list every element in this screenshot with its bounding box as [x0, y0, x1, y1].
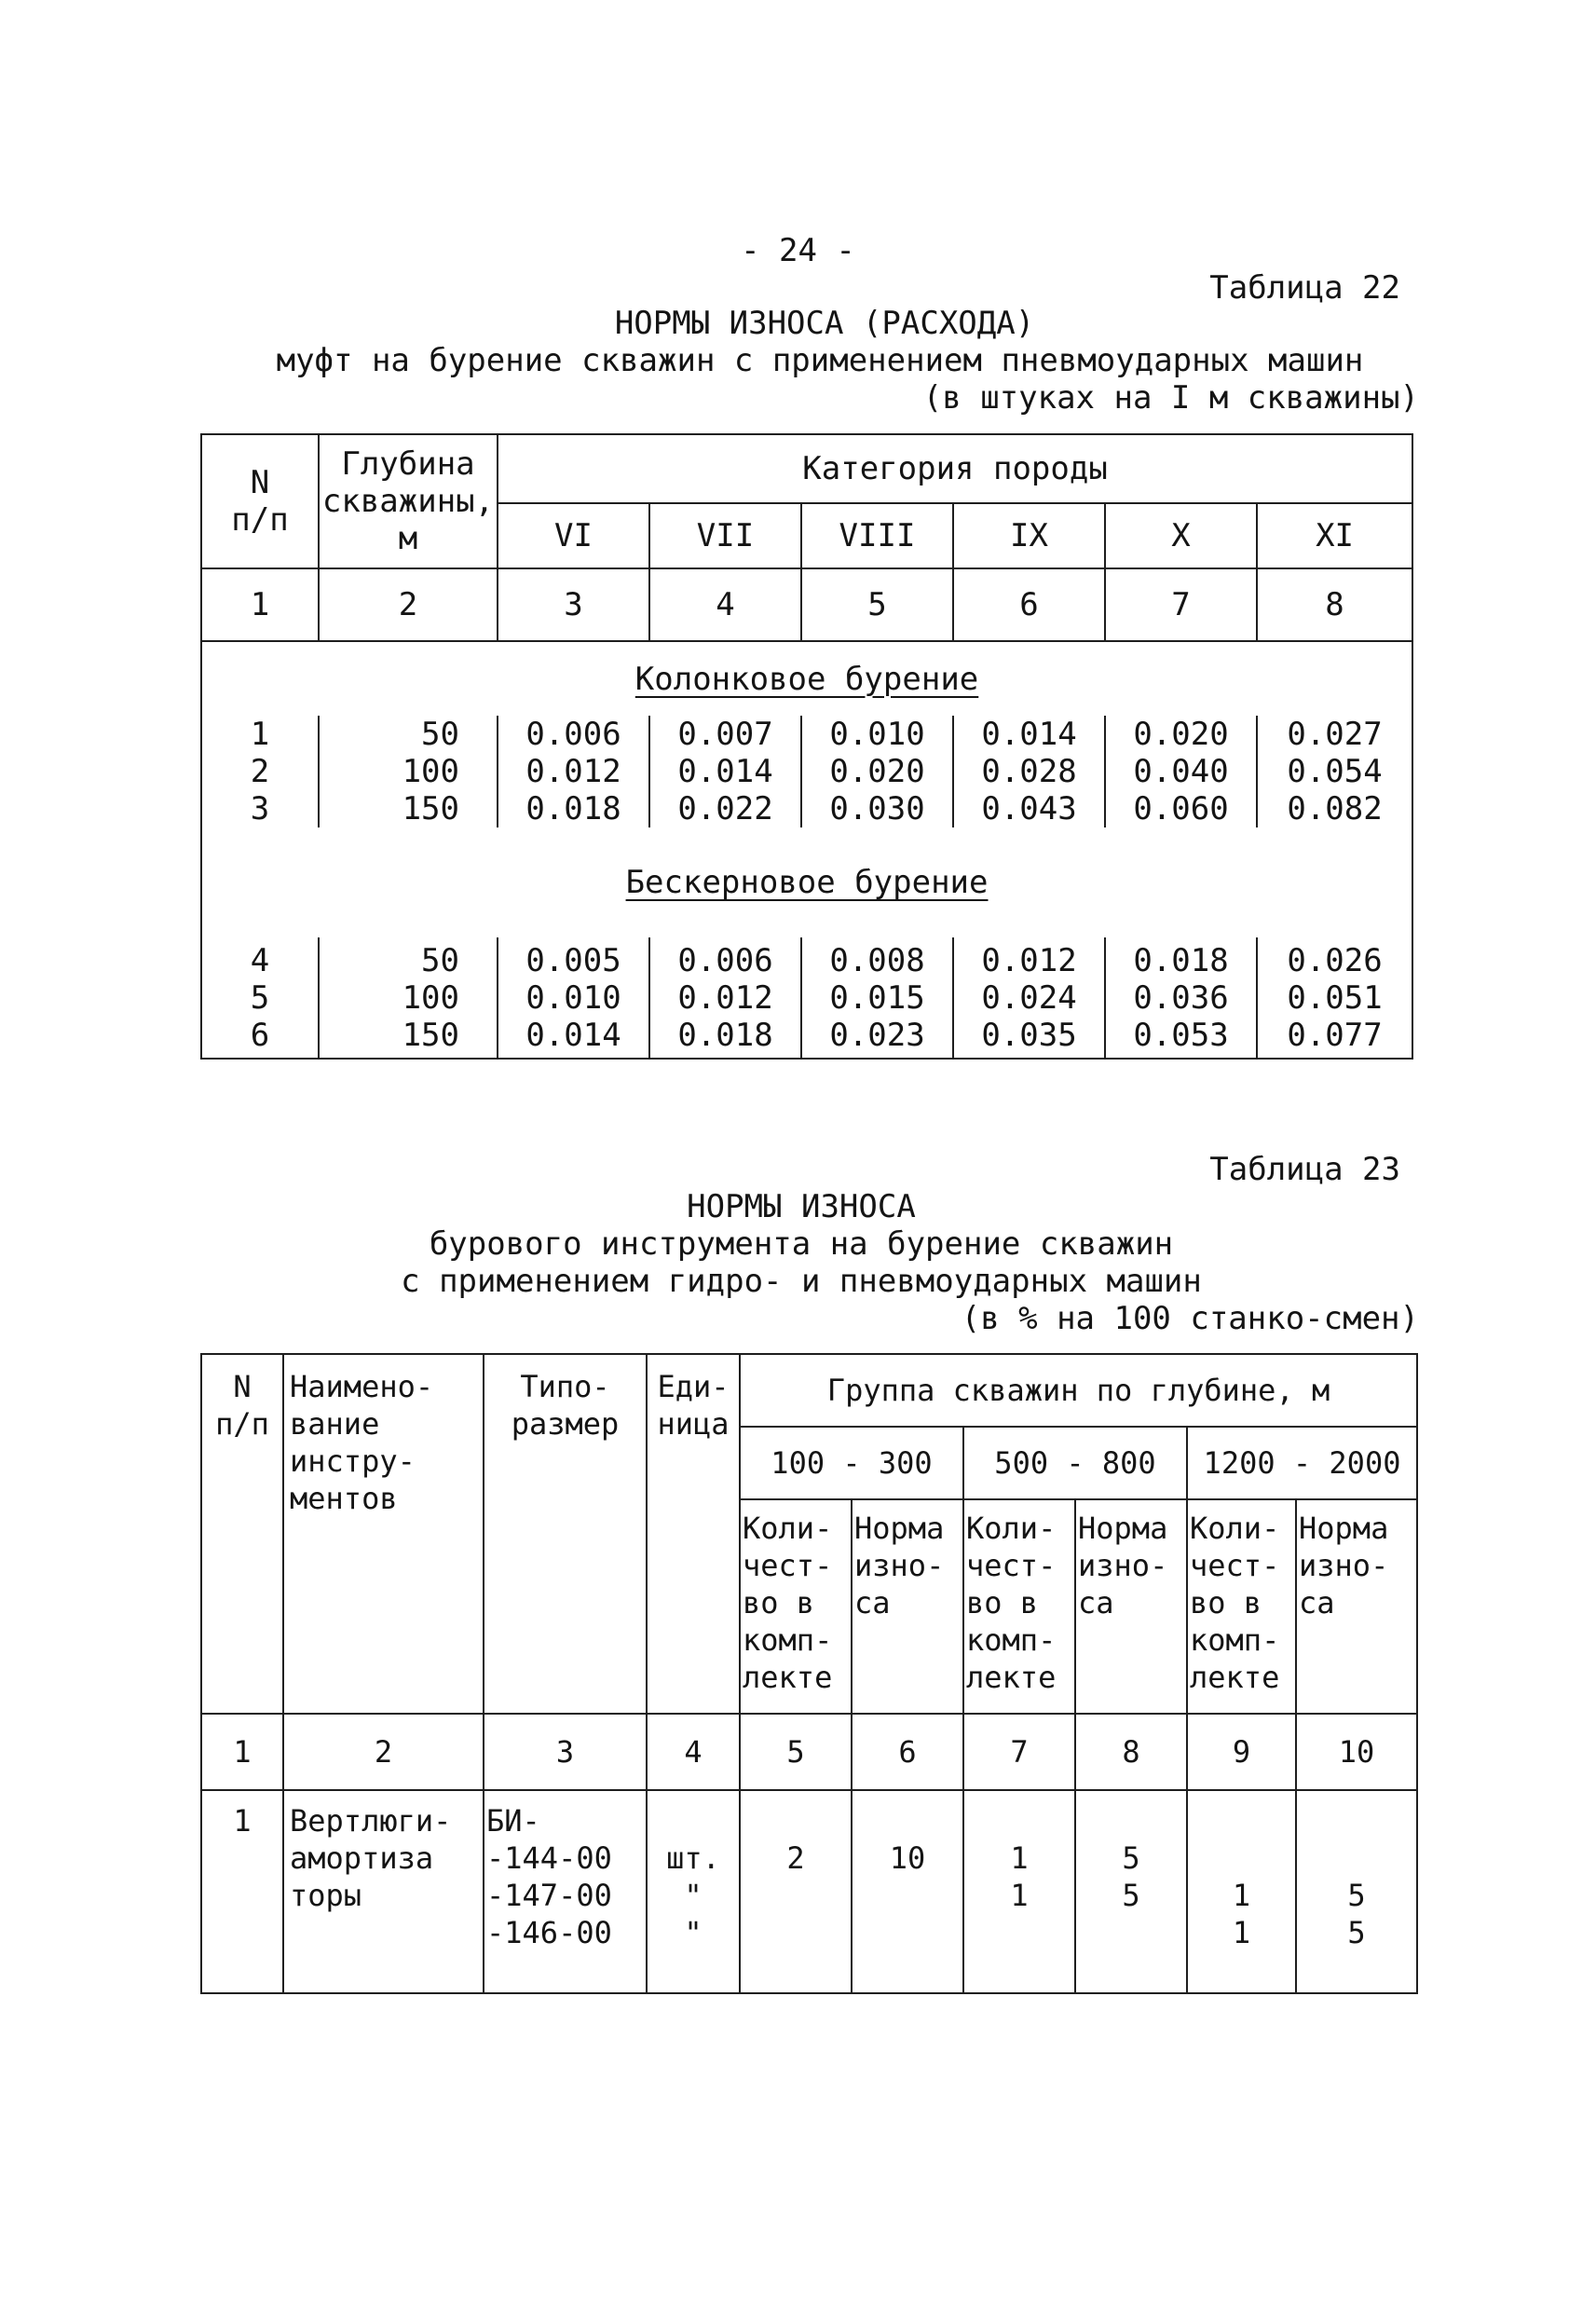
value-col [1257, 937, 1412, 1059]
cell-value: 1 [1232, 1878, 1251, 1913]
header-num-line2: п/п [231, 501, 289, 539]
row-depth: 50 [421, 941, 459, 979]
col-number: 5 [801, 568, 953, 641]
h23-qty [740, 1499, 852, 1714]
cell-value: 1 [1232, 1915, 1251, 1950]
row-depth: 100 [402, 978, 459, 1017]
h23-norm-line: Норма [1078, 1511, 1168, 1546]
h23-group: Группа скважин по глубине, м [740, 1354, 1417, 1427]
h23-qty-line: чест- [966, 1548, 1057, 1583]
h23-num-line2: п/п [215, 1406, 269, 1442]
header-category: Категория породы [498, 434, 1412, 503]
cell-value: 0.018 [525, 790, 621, 827]
header-depth-line2: скважины, [321, 483, 495, 520]
cell-value: 0.024 [981, 978, 1077, 1017]
header-depth-line3: м [398, 520, 418, 557]
col-number: 7 [963, 1714, 1075, 1790]
row-depth: 100 [402, 753, 459, 790]
h23-norm-line: са [1078, 1585, 1114, 1620]
table23-units: (в % на 100 станко-смен) [961, 1300, 1419, 1337]
h23-unit-line1: Еди- [657, 1369, 730, 1404]
r23-spacer [741, 1802, 851, 1839]
cell-value: 0.010 [525, 978, 621, 1017]
h23-qty-line: Коли- [743, 1511, 833, 1546]
cell-value: 1 [1010, 1840, 1029, 1876]
r23-unit-line: " [684, 1915, 703, 1950]
h23-range-2: 500 - 800 [963, 1427, 1187, 1499]
row-depth: 150 [402, 790, 459, 827]
col-number: 6 [953, 568, 1105, 641]
cell-value: 5 [1347, 1878, 1366, 1913]
h23-norm [852, 1499, 963, 1714]
header-depth [319, 434, 498, 568]
r23-qty-1 [740, 1790, 852, 1993]
value-col [953, 716, 1105, 827]
h23-qty-line: во в [743, 1585, 815, 1620]
section-title-core-text: Колонковое бурение [634, 660, 979, 698]
r23-qty-3 [1187, 1790, 1296, 1993]
cell-value: 0.035 [981, 1016, 1077, 1054]
r23-spacer [1188, 1802, 1295, 1839]
r23-name-line: торы [290, 1878, 362, 1913]
row-depth: 50 [421, 716, 459, 753]
cell-value: 0.036 [1133, 978, 1229, 1017]
col-number: 9 [1187, 1714, 1296, 1790]
r23-type-line: БИ- [486, 1803, 540, 1839]
row-num: 3 [250, 790, 270, 827]
h23-norm-line: изно- [1299, 1548, 1389, 1583]
col-number: 8 [1075, 1714, 1187, 1790]
value-col [953, 937, 1105, 1059]
table23 [200, 1353, 1418, 1994]
r23-types [484, 1790, 647, 1993]
col-number: 1 [201, 568, 319, 641]
col-number: 7 [1105, 568, 1257, 641]
h23-norm [1075, 1499, 1187, 1714]
r23-name-line: Вертлюги- [290, 1803, 452, 1839]
cell-value: 0.053 [1133, 1016, 1229, 1054]
row-depth: 150 [402, 1016, 459, 1054]
table-row [201, 716, 1412, 827]
cell-value: 5 [1347, 1915, 1366, 1950]
section-title-core [201, 641, 1412, 716]
r23-spacer [1297, 1839, 1416, 1877]
column-numbers-row [201, 1714, 1417, 1790]
table22-subtitle: муфт на бурение скважин с применением пневмоударных машин [276, 342, 1364, 379]
column-numbers-row [201, 568, 1412, 641]
r23-spacer [1297, 1802, 1416, 1839]
cell-value: 5 [1122, 1878, 1140, 1913]
h23-qty-line: во в [966, 1585, 1039, 1620]
r23-norm-3 [1296, 1790, 1417, 1993]
col-number: 3 [498, 568, 649, 641]
r23-spacer [1188, 1839, 1295, 1877]
h23-qty-line: комп- [743, 1622, 833, 1658]
table23-title: НОРМЫ ИЗНОСА [687, 1188, 916, 1225]
cell-value: 5 [1122, 1840, 1140, 1876]
row-num: 1 [233, 1803, 252, 1839]
h23-norm-line: Норма [854, 1511, 945, 1546]
header-category-xi: XI [1257, 503, 1412, 568]
r23-units [647, 1790, 740, 1993]
r23-type-line: -146-00 [486, 1915, 612, 1950]
h23-num-line1: N [233, 1369, 252, 1404]
h23-norm-line: Норма [1299, 1511, 1389, 1546]
cell-value: 0.005 [525, 941, 621, 979]
cell-value: 0.027 [1287, 716, 1383, 753]
header-category-vii: VII [649, 503, 801, 568]
r23-spacer [853, 1802, 962, 1839]
h23-unit [647, 1354, 740, 1714]
row-num: 4 [250, 941, 270, 979]
h23-range-3: 1200 - 2000 [1187, 1427, 1417, 1499]
header-category-vi: VI [498, 503, 649, 568]
cell-value: 0.015 [829, 978, 925, 1017]
h23-qty [963, 1499, 1075, 1714]
h23-qty-line: лекте [743, 1660, 833, 1695]
value-col [498, 937, 649, 1059]
r23-unit-line: " [684, 1878, 703, 1913]
h23-norm-line: са [1299, 1585, 1335, 1620]
cell-value: 0.028 [981, 753, 1077, 790]
h23-norm-line: са [854, 1585, 891, 1620]
r23-name-line: амортиза [290, 1840, 434, 1876]
h23-qty-line: лекте [1190, 1660, 1280, 1695]
cell-value: 0.051 [1287, 978, 1383, 1017]
cell-value: 0.012 [677, 978, 773, 1017]
col-number: 8 [1257, 568, 1412, 641]
value-col [801, 937, 953, 1059]
h23-name-line1: Наимено- [290, 1369, 434, 1404]
h23-unit-line2: ница [657, 1406, 730, 1442]
header-category-viii: VIII [801, 503, 953, 568]
r23-norm-1 [852, 1790, 963, 1993]
row-num: 1 [250, 716, 270, 753]
cell-value: 0.026 [1287, 941, 1383, 979]
value-col [801, 716, 953, 827]
cell-value: 0.012 [981, 941, 1077, 979]
cell-value: 0.023 [829, 1016, 925, 1054]
r23-qty-2 [963, 1790, 1075, 1993]
col-number: 3 [484, 1714, 647, 1790]
value-col [1105, 716, 1257, 827]
header-num [201, 434, 319, 568]
row-num: 6 [250, 1016, 270, 1054]
r23-unit-line [648, 1802, 739, 1839]
r23-spacer [1076, 1802, 1186, 1839]
page-number: - 24 - [741, 232, 855, 269]
r23-num [201, 1790, 283, 1993]
col-number: 1 [201, 1714, 283, 1790]
table22-title: НОРМЫ ИЗНОСА (РАСХОДА) [614, 305, 1035, 342]
table22-label: Таблица 22 [1209, 269, 1400, 307]
cell-value: 0.020 [829, 753, 925, 790]
cell-value: 0.010 [829, 716, 925, 753]
h23-qty-line: комп- [966, 1622, 1057, 1658]
h23-qty [1187, 1499, 1296, 1714]
row-depths [319, 716, 498, 827]
section-title-coreless [201, 827, 1412, 937]
table23-subtitle2: с применением гидро- и пневмоударных машин [401, 1263, 1202, 1300]
cell-value: 0.082 [1287, 790, 1383, 827]
row-depths [319, 937, 498, 1059]
col-number: 4 [647, 1714, 740, 1790]
table22 [200, 433, 1413, 1060]
cell-value: 0.007 [677, 716, 773, 753]
h23-norm-line: изно- [854, 1548, 945, 1583]
h23-num [201, 1354, 283, 1714]
cell-value: 0.014 [677, 753, 773, 790]
col-number: 10 [1296, 1714, 1417, 1790]
h23-type [484, 1354, 647, 1714]
cell-value: 0.060 [1133, 790, 1229, 827]
h23-name-line2: вание [290, 1406, 380, 1442]
cell-value: 0.008 [829, 941, 925, 979]
row-nums [201, 937, 319, 1059]
table-row [201, 1790, 1417, 1993]
col-number: 6 [852, 1714, 963, 1790]
h23-norm [1296, 1499, 1417, 1714]
col-number: 2 [319, 568, 498, 641]
col-number: 4 [649, 568, 801, 641]
col-number: 5 [740, 1714, 852, 1790]
h23-name [283, 1354, 484, 1714]
h23-range-1: 100 - 300 [740, 1427, 963, 1499]
h23-qty-line: Коли- [966, 1511, 1057, 1546]
value-col [1105, 937, 1257, 1059]
cell-value: 2 [786, 1840, 805, 1876]
h23-qty-line: чест- [1190, 1548, 1280, 1583]
cell-value: 0.006 [525, 716, 621, 753]
header-depth-line1: Глубина [341, 445, 475, 483]
r23-unit-line: шт. [666, 1840, 720, 1876]
cell-value: 0.006 [677, 941, 773, 979]
r23-type-line: -147-00 [486, 1878, 612, 1913]
r23-name [283, 1790, 484, 1993]
cell-value: 10 [889, 1840, 926, 1876]
cell-value: 0.018 [677, 1016, 773, 1054]
h23-qty-line: во в [1190, 1585, 1262, 1620]
header-category-x: X [1105, 503, 1257, 568]
value-col [498, 716, 649, 827]
cell-value: 0.012 [525, 753, 621, 790]
r23-spacer [964, 1802, 1074, 1839]
value-col [649, 937, 801, 1059]
r23-norm-2 [1075, 1790, 1187, 1993]
h23-name-line4: ментов [290, 1481, 398, 1516]
col-number: 2 [283, 1714, 484, 1790]
cell-value: 0.054 [1287, 753, 1383, 790]
value-col [1257, 716, 1412, 827]
cell-value: 1 [1010, 1878, 1029, 1913]
h23-norm-line: изно- [1078, 1548, 1168, 1583]
section-title-coreless-text: Бескерновое бурение [625, 864, 989, 901]
cell-value: 0.020 [1133, 716, 1229, 753]
r23-type-line: -144-00 [486, 1840, 612, 1876]
cell-value: 0.040 [1133, 753, 1229, 790]
table23-label: Таблица 23 [1209, 1151, 1400, 1188]
cell-value: 0.018 [1133, 941, 1229, 979]
row-nums [201, 716, 319, 827]
cell-value: 0.014 [525, 1016, 621, 1054]
h23-name-line3: инстру- [290, 1443, 416, 1479]
cell-value: 0.077 [1287, 1016, 1383, 1054]
h23-type-line1: Типо- [520, 1369, 610, 1404]
table-row [201, 937, 1412, 1059]
h23-qty-line: лекте [966, 1660, 1057, 1695]
cell-value: 0.014 [981, 716, 1077, 753]
cell-value: 0.030 [829, 790, 925, 827]
table22-units: (в штуках на I м скважины) [922, 379, 1419, 417]
h23-qty-line: комп- [1190, 1622, 1280, 1658]
header-num-line1: N [250, 464, 270, 501]
cell-value: 0.022 [677, 790, 773, 827]
value-col [649, 716, 801, 827]
header-category-ix: IX [953, 503, 1105, 568]
h23-type-line2: размер [511, 1406, 620, 1442]
table23-subtitle1: бурового инструмента на бурение скважин [429, 1225, 1174, 1263]
row-num: 5 [250, 978, 270, 1017]
cell-value: 0.043 [981, 790, 1077, 827]
h23-qty-line: чест- [743, 1548, 833, 1583]
row-num: 2 [250, 753, 270, 790]
h23-qty-line: Коли- [1190, 1511, 1280, 1546]
